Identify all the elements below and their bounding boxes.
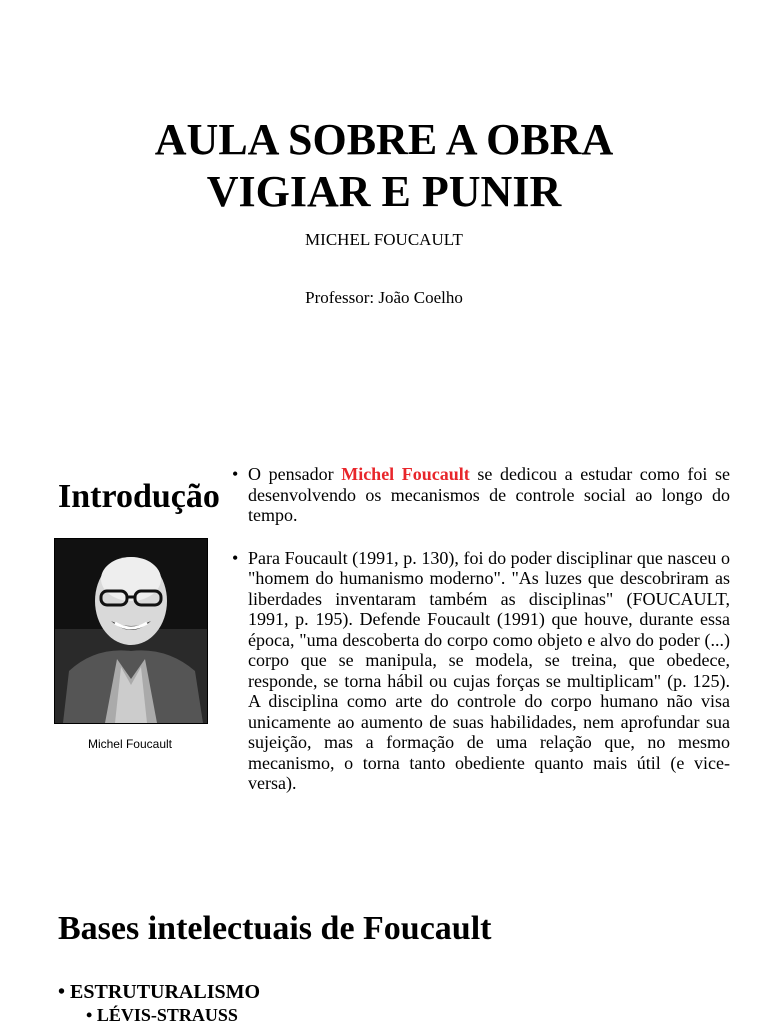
bases-heading: Bases intelectuais de Foucault <box>58 910 492 947</box>
intro-heading: Introdução <box>58 478 220 515</box>
highlighted-name: Michel Foucault <box>341 464 470 484</box>
professor-name: Professor: João Coelho <box>305 288 463 307</box>
intro-bullet-list <box>232 464 730 794</box>
main-title-line2: VIGIAR E PUNIR <box>206 167 562 216</box>
main-title <box>0 114 768 218</box>
title-slide <box>0 0 768 440</box>
portrait-photo <box>54 538 208 724</box>
bullet-item <box>232 464 730 526</box>
bullet-item: • Para Foucault (1991, p. 130), foi do poder disciplinar que nasceu o "homem do humanismo moderno". "As luzes que descobriram as liberdades inventaram também as disciplinas" (FOUCAULT, 1991, p. 195). Defende Foucault (1991) que houve, durante essa época, "uma descoberta do corpo como objeto e alvo do poder (...) corpo que se manipula, se modela, se treina, que obedece, responde, se torna hábil ou cujas forças se multiplicam" (p. 125). A disciplina como arte do controle do corpo humano não visa unicamente ao aumento de suas habilidades, nem aprofundar sua sujeição, mas a formação de uma relação que, no mesmo mecanismo, o torna tanto obediente quanto mais útil (e vice-versa). <box>232 548 730 794</box>
bullet1-text-end: se dedicou a estudar como foi se desenvolvendo os mecanismos de controle social ao longo do tempo. <box>248 464 730 525</box>
subtitle: MICHEL FOUCAULT <box>305 230 463 249</box>
list-item-estruturalismo: • ESTRUTURALISMO <box>58 980 260 1004</box>
portrait-image <box>55 539 207 723</box>
photo-caption: Michel Foucault <box>87 737 173 751</box>
bullet1-text-start: O pensador <box>248 464 342 484</box>
main-title-line1: AULA SOBRE A OBRA <box>154 115 614 164</box>
list-subitem-levi-strauss: • LÉVIS-STRAUSS <box>86 1004 238 1026</box>
